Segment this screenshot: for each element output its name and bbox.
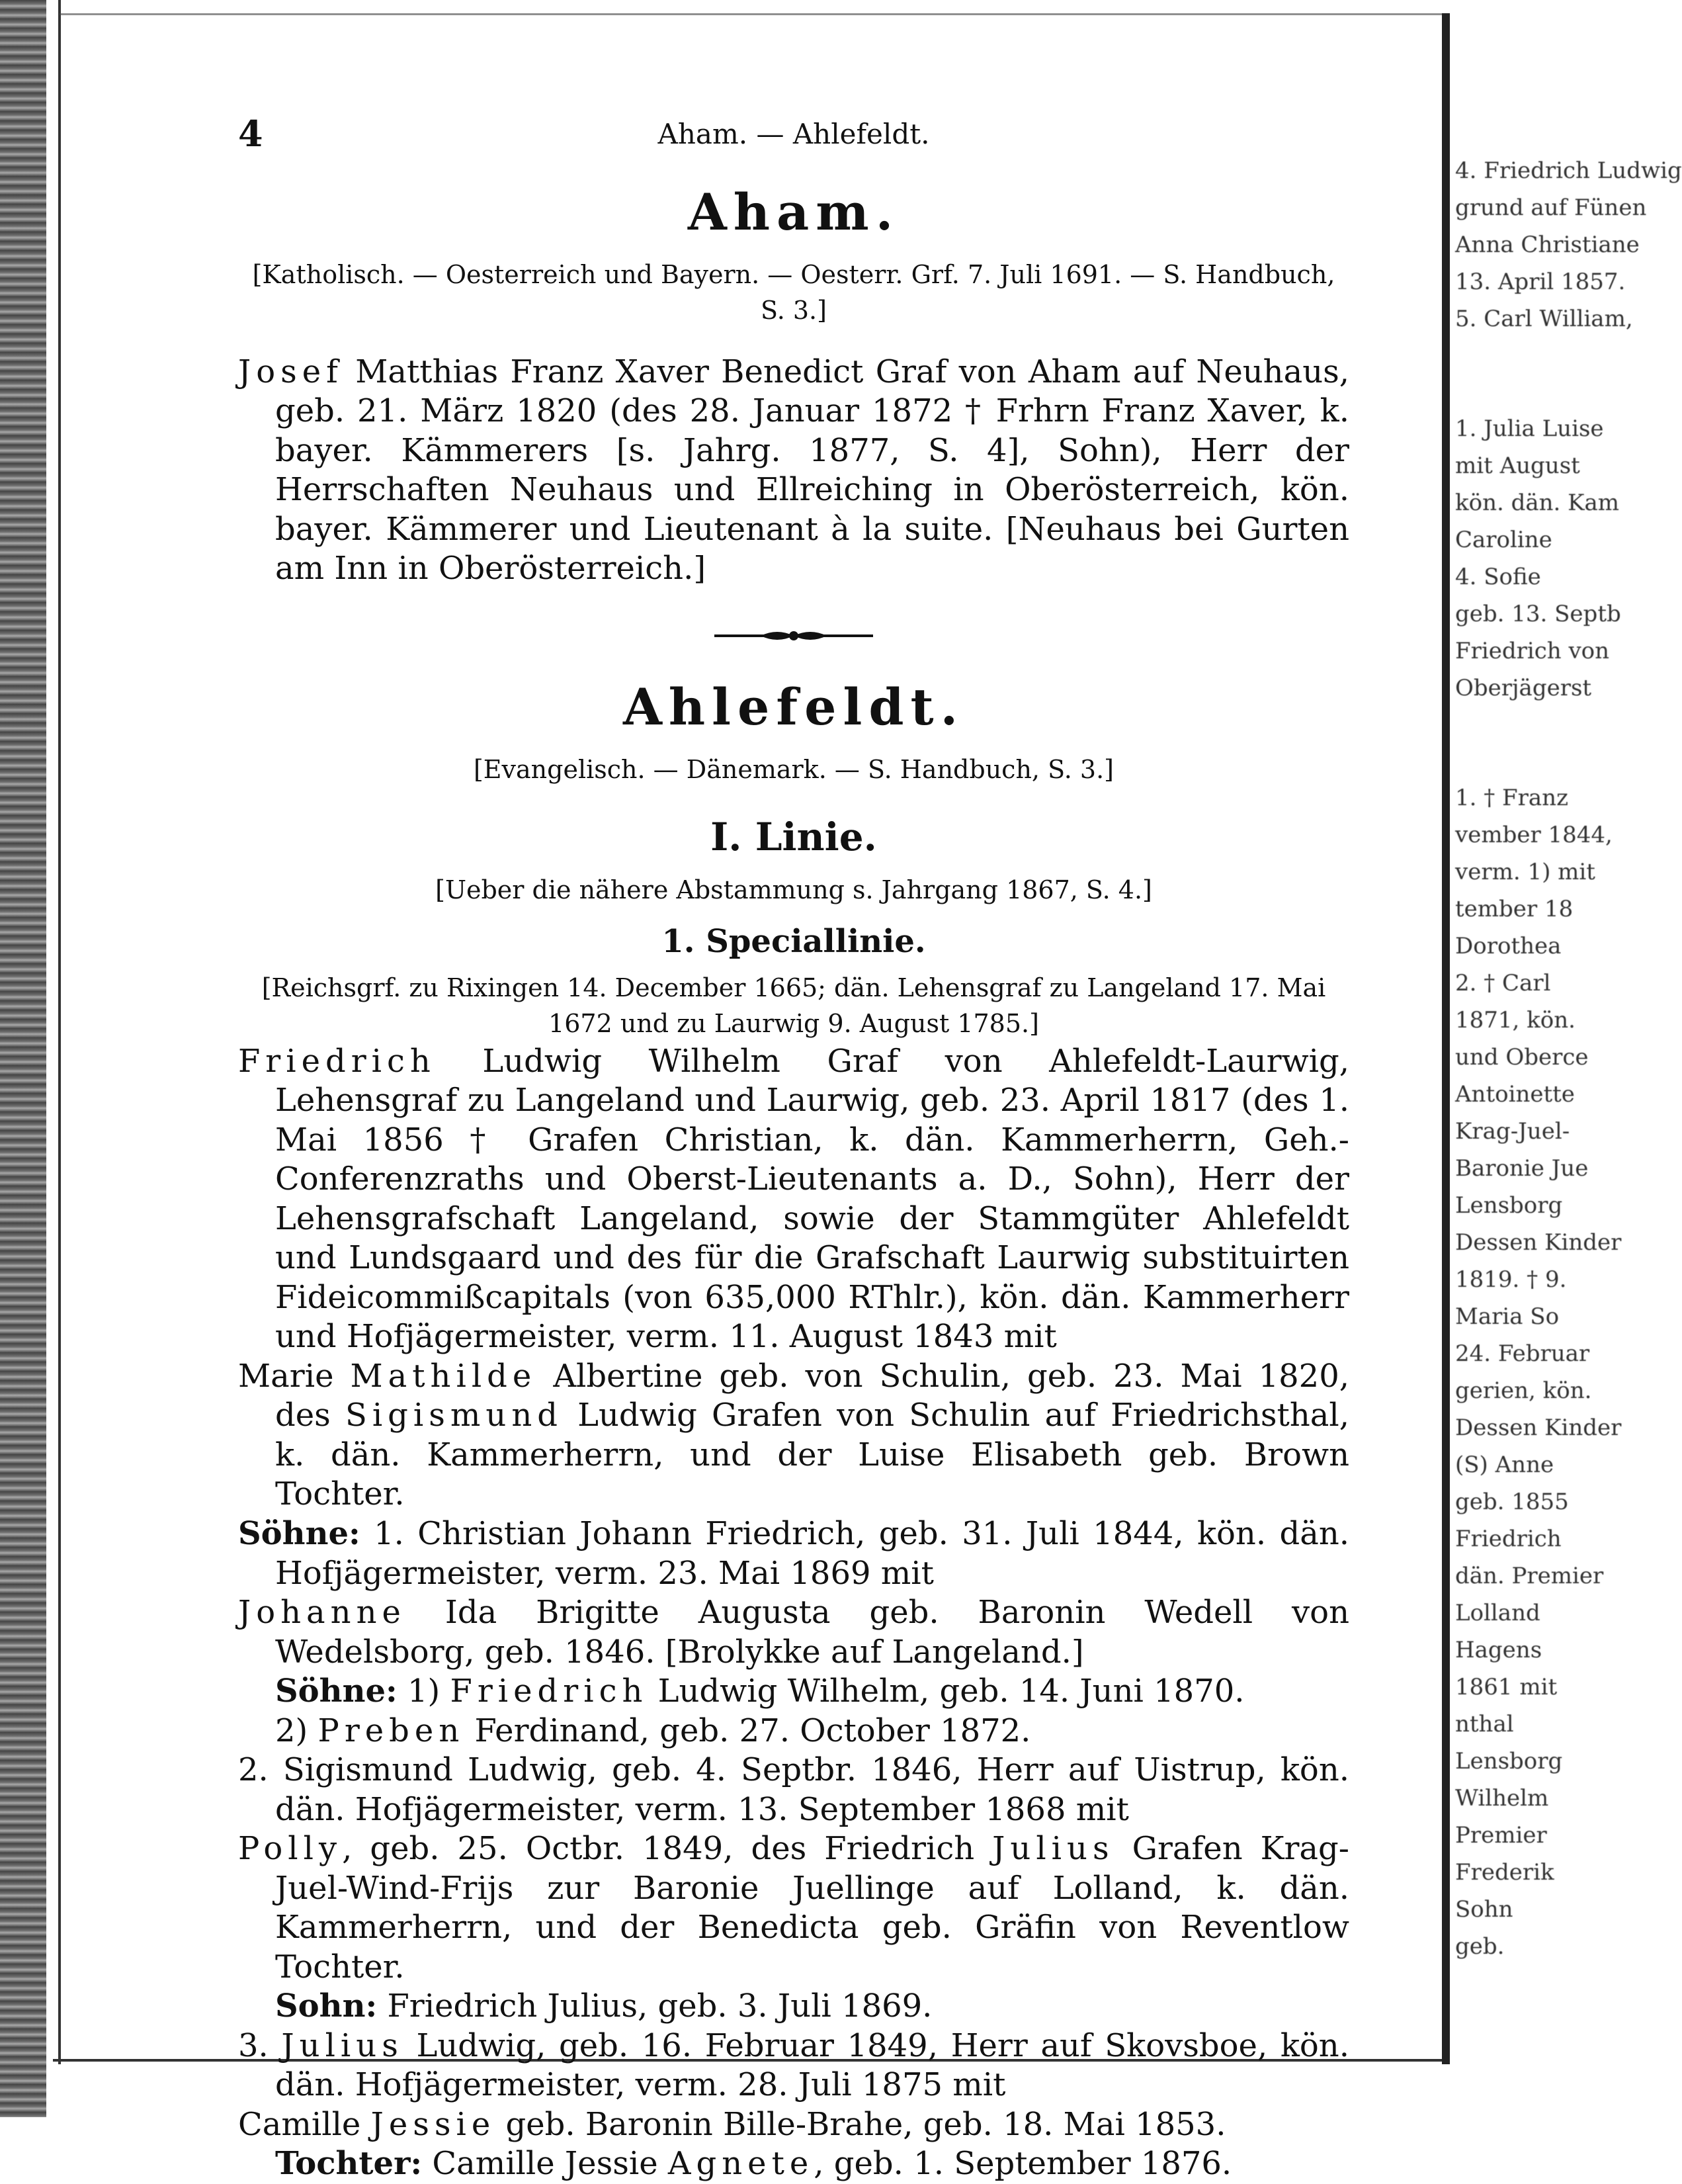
entry-text: Ferdinand, geb. 27. October 1872.: [474, 1712, 1031, 1749]
adjacent-line: Hagens: [1455, 1637, 1542, 1663]
son2-wife-entry: [238, 1829, 1349, 1987]
head-of-house-entry: [238, 1042, 1349, 1357]
adjacent-line: Wilhelm: [1455, 1785, 1549, 1812]
scan-left-edge: [0, 0, 46, 2117]
adjacent-line: Lensborg: [1455, 1748, 1563, 1774]
entry-text: Camille: [238, 2105, 361, 2143]
ahlefeldt-meta: [Evangelisch. — Dänemark. — S. Handbuch, S. 3.]: [473, 755, 1114, 784]
adjacent-line: Premier: [1455, 1822, 1547, 1849]
entry-text: Albertine geb. von Schulin, geb. 23. Mai 1820, des: [275, 1357, 1350, 1434]
adjacent-line: geb.: [1455, 1933, 1505, 1960]
entry-spaced-name: Mathilde: [350, 1357, 537, 1395]
book-page: [238, 112, 1349, 2184]
adjacent-line: Baronie Jue: [1455, 1155, 1589, 1182]
entry-text: Ludwig Wilhelm, geb. 14. Juni 1870.: [657, 1673, 1245, 1710]
adjacent-line: dän. Premier: [1455, 1563, 1604, 1589]
son3-entry: [238, 2027, 1349, 2105]
entry-text: Marie: [238, 1357, 334, 1395]
adjacent-line: 4. Sofie: [1455, 564, 1541, 590]
adjacent-line: 1861 mit: [1455, 1674, 1558, 1700]
entry-text: 1. Christian Johann Friedrich, geb. 31. Juli 1844, kön. dän. Hofjägermeister, verm. 23. Mai 1869 mit: [275, 1515, 1349, 1592]
son2-child-entry: [238, 1987, 1349, 2027]
entry-spaced-name: Sigismund: [345, 1397, 563, 1434]
section-ornament: [238, 626, 1349, 646]
adjacent-line: Lensborg: [1455, 1192, 1563, 1219]
adjacent-line: Frederik: [1455, 1859, 1554, 1886]
son1-wife-entry: [238, 1593, 1349, 1672]
family-title-ahlefeldt: Ahlefeldt.: [622, 677, 965, 736]
adjacent-page-fragment: [1455, 152, 1682, 2044]
special-line-title: 1. Speciallinie.: [661, 922, 926, 960]
entry-text: Ludwig Wilhelm Graf von Ahlefeldt-Laurwig, Lehensgraf zu Langeland und Laurwig, geb. 23. April 1817 (des 1. Mai 1856 † Grafen Christian, k. dän. Kammerherrn, Geh.-Conferenzraths und Oberst-Lieutenants a. D., Sohn), Herr der Lehensgrafschaft Langeland, sowie der Stammgüter Ahlefeldt und Lundsgaard und des für die Grafschaft Laurwig substituirten Fideicommißcapitals (von 635,000 RThlr.), kön. dän. Kammerherr und Hofjägermeister, verm. 11. August 1843 mit: [275, 1042, 1349, 1356]
adjacent-line: tember 18: [1455, 896, 1574, 922]
adjacent-line: 4. Friedrich Ludwig: [1455, 157, 1682, 184]
adjacent-line: gerien, kön.: [1455, 1377, 1592, 1404]
adjacent-line: 5. Carl William,: [1455, 306, 1633, 332]
entry-spaced-name: Polly: [238, 1830, 343, 1868]
adjacent-line: (S) Anne: [1455, 1452, 1554, 1478]
entry-spaced-name: Josef: [238, 353, 343, 390]
entry-text: 3.: [238, 2027, 269, 2064]
adjacent-line: verm. 1) mit: [1455, 859, 1595, 885]
adjacent-line: grund auf Fünen: [1455, 195, 1647, 221]
special-line-meta: [Reichsgrf. zu Rixingen 14. December 1665; dän. Lehensgraf zu Langeland 17. Mai 1672 und zu Laurwig 9. August 1785.]: [261, 973, 1326, 1038]
adjacent-line: Oberjägerst: [1455, 675, 1592, 701]
line-origin-note: [Ueber die nähere Abstammung s. Jahrgang 1867, S. 4.]: [435, 875, 1152, 904]
adjacent-line: kön. dän. Kam: [1455, 490, 1620, 516]
adjacent-line: Krag-Juel-: [1455, 1118, 1570, 1145]
son3-child-entry: [238, 2144, 1349, 2184]
adjacent-line: Sohn: [1455, 1896, 1513, 1923]
son2-entry: [238, 1751, 1349, 1829]
entry-spaced-name: Friedrich: [238, 1042, 436, 1080]
adjacent-line: Antoinette: [1455, 1081, 1575, 1108]
family-title-aham: Aham.: [687, 183, 900, 241]
ornament-divider-icon: [714, 626, 873, 646]
entry-spaced-name: Julius: [281, 2027, 403, 2064]
entry-spaced-name: Julius: [992, 1830, 1114, 1868]
entry-text: Ludwig Grafen von Schulin auf Friedrichsthal, k. dän. Kammerherrn, und der Luise Elisabeth geb. Brown Tochter.: [275, 1397, 1349, 1513]
book-gutter: [1442, 13, 1450, 2064]
adjacent-line: und Oberce: [1455, 1044, 1589, 1070]
entry-text: Matthias Franz Xaver Benedict Graf von Aham auf Neuhaus, geb. 21. März 1820 (des 28. Januar 1872 † Frhrn Franz Xaver, k. bayer. Kämmerers [s. Jahrg. 1877, S. 4], Sohn), Herr der Herrschaften Neuhaus und Ellreiching in Oberösterreich, kön. bayer. Kämmerer und Lieutenant à la suite. [Neuhaus bei Gurten am Inn in Oberösterreich.]: [275, 353, 1349, 588]
adjacent-line: 2. † Carl: [1455, 970, 1551, 996]
entry-text: Ida Brigitte Augusta geb. Baronin Wedell von Wedelsborg, geb. 1846. [Brolykke auf Langeland.]: [275, 1594, 1349, 1671]
running-title: Aham. — Ahlefeldt.: [657, 118, 930, 150]
entry-text: Camille Jessie: [432, 2145, 658, 2183]
line-title: I. Linie.: [710, 814, 877, 859]
adjacent-line: Dessen Kinder: [1455, 1229, 1622, 1256]
adjacent-line: Friedrich von: [1455, 638, 1610, 664]
adjacent-line: Dorothea: [1455, 933, 1562, 959]
aham-meta: [Katholisch. — Oesterreich und Bayern. — Oesterr. Grf. 7. Juli 1691. — S. Handbuch, S. 3.]: [252, 260, 1335, 325]
adjacent-line: Maria So: [1455, 1303, 1560, 1330]
adjacent-line: 24. Februar: [1455, 1340, 1590, 1367]
son3-wife-entry: [238, 2105, 1349, 2145]
adjacent-line: Dessen Kinder: [1455, 1415, 1622, 1441]
scan-left-border-line: [58, 0, 61, 2064]
running-header: [238, 112, 1349, 159]
adjacent-line: 1871, kön.: [1455, 1007, 1576, 1033]
entry-text: , geb. 1. September 1876.: [814, 2145, 1232, 2183]
son1-entry: [238, 1514, 1349, 1593]
grandson2-entry: [238, 1712, 1349, 1751]
adjacent-line: 13. April 1857.: [1455, 269, 1626, 295]
aham-entry: [238, 353, 1349, 589]
daughter-label: Tochter:: [275, 2145, 423, 2183]
adjacent-line: geb. 13. Septb: [1455, 601, 1621, 627]
entry-spaced-name: Agnete: [667, 2145, 814, 2183]
adjacent-line: nthal: [1455, 1711, 1514, 1737]
grandson1-entry: [238, 1672, 1349, 1712]
entry-spaced-name: Johanne: [238, 1594, 406, 1632]
adjacent-line: 1819. † 9.: [1455, 1266, 1567, 1293]
scan-top-edge: [60, 13, 1442, 15]
entry-spaced-name: Friedrich: [450, 1673, 648, 1710]
adjacent-line: 1. Julia Luise: [1455, 415, 1604, 442]
wife-entry: [238, 1357, 1349, 1514]
entry-text: , geb. 25. Octbr. 1849, des Friedrich: [342, 1830, 975, 1868]
adjacent-line: Caroline: [1455, 527, 1552, 553]
adjacent-line: 1. † Franz: [1455, 785, 1568, 811]
entry-text: 2): [275, 1712, 308, 1749]
adjacent-line: geb. 1855: [1455, 1489, 1569, 1515]
entry-text: 2. Sigismund Ludwig, geb. 4. Septbr. 1846, Herr auf Uistrup, kön. dän. Hofjägermeister, verm. 13. September 1868 mit: [238, 1751, 1349, 1828]
grandsons-label: Söhne:: [275, 1673, 398, 1710]
adjacent-line: vember 1844,: [1455, 822, 1613, 848]
adjacent-line: Lolland: [1455, 1600, 1540, 1626]
son-label: Sohn:: [275, 1987, 378, 2025]
entry-text: Grafen Krag-Juel-Wind-Frijs zur Baronie Juellinge auf Lolland, k. dän. Kammerherrn, und der Benedicta geb. Gräfin von Reventlow Tochter.: [275, 1830, 1349, 1986]
entry-spaced-name: Preben: [317, 1712, 465, 1749]
entry-text: 1): [407, 1673, 441, 1710]
adjacent-line: Anna Christiane: [1455, 232, 1640, 258]
entry-text: geb. Baronin Bille-Brahe, geb. 18. Mai 1853.: [505, 2105, 1226, 2143]
entry-spaced-name: Jessie: [370, 2105, 496, 2143]
page-number: 4: [238, 112, 263, 155]
sons-label: Söhne:: [238, 1515, 360, 1552]
entry-text: Ludwig, geb. 16. Februar 1849, Herr auf Skovsboe, kön. dän. Hofjägermeister, verm. 28. Juli 1875 mit: [275, 2027, 1349, 2104]
adjacent-line: Friedrich: [1455, 1526, 1562, 1552]
adjacent-line: mit August: [1455, 453, 1580, 479]
entry-text: Friedrich Julius, geb. 3. Juli 1869.: [387, 1987, 933, 2025]
